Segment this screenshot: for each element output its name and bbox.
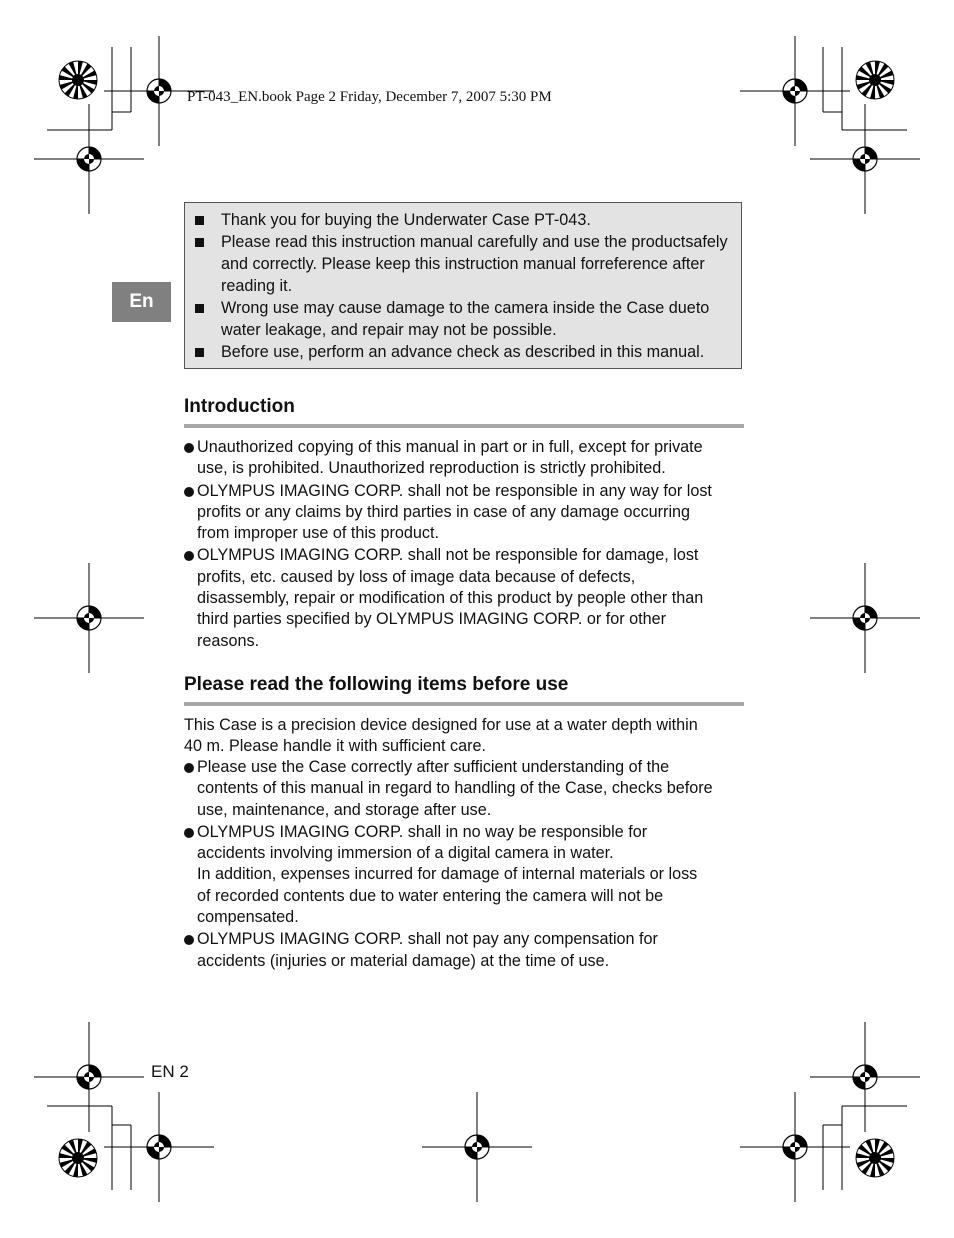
- text-line: 40 m. Please handle it with sufficient care.: [184, 737, 487, 755]
- list-item: [184, 545, 744, 651]
- text-line: OLYMPUS IMAGING CORP. shall not be responsible for damage, lost: [197, 546, 699, 565]
- list-item: [184, 481, 744, 545]
- square-bullet-icon: [195, 348, 204, 357]
- list-item: [184, 929, 744, 972]
- notice-item: [193, 209, 733, 231]
- text-line: OLYMPUS IMAGING CORP. shall not be responsible in any way for lost: [197, 481, 712, 500]
- text-line: reasons.: [197, 631, 260, 650]
- text-line: Please read this instruction manual carefully and use the product: [221, 233, 686, 251]
- text-line: of recorded contents due to water entering the camera will not be: [197, 886, 664, 905]
- text-line: In addition, expenses incurred for damage of internal materials or loss: [197, 865, 698, 884]
- text-line: Thank you for buying the Underwater Case PT-043.: [221, 211, 591, 229]
- text-line: disassembly, repair or modification of this product by people other than: [197, 589, 704, 608]
- text-line: profits, etc. caused by loss of image data because of defects,: [197, 567, 636, 586]
- text-line: use, is prohibited. Unauthorized reproduction is strictly prohibited.: [197, 459, 666, 478]
- text-line: contents of this manual in regard to handling of the Case, checks before: [197, 779, 713, 798]
- notice-item: [193, 341, 733, 363]
- section-rule: [184, 702, 744, 706]
- page-number: EN 2: [151, 1062, 189, 1081]
- text-line: OLYMPUS IMAGING CORP. shall in no way be responsible for: [197, 822, 648, 841]
- text-line: from improper use of this product.: [197, 524, 440, 543]
- text-line: accidents involving immersion of a digital camera in water.: [197, 844, 614, 863]
- notice-item: [193, 231, 733, 297]
- before-use-section: [184, 673, 744, 973]
- before-use-intro: [184, 715, 744, 757]
- text-line: reference after reading it.: [221, 255, 705, 295]
- introduction-list: [184, 437, 744, 652]
- text-line: OLYMPUS IMAGING CORP. shall not pay any compensation for: [197, 930, 658, 949]
- text-line: third parties specified by OLYMPUS IMAGING CORP. or for other: [197, 610, 667, 629]
- list-item: [184, 437, 744, 480]
- list-item: [184, 757, 744, 821]
- text-line: profits or any claims by third parties in case of any damage occurring: [197, 502, 691, 521]
- text-line: accidents (injuries or material damage) at the time of use.: [197, 951, 610, 970]
- round-bullet-icon: [184, 763, 194, 773]
- text-line: Please use the Case correctly after sufficient understanding of the: [197, 758, 670, 776]
- text-line: Before use, perform an advance check as described in this manual.: [221, 343, 705, 361]
- round-bullet-icon: [184, 443, 194, 453]
- introduction-heading: Introduction: [184, 396, 295, 417]
- square-bullet-icon: [195, 304, 204, 313]
- introduction-section: [184, 395, 744, 653]
- text-line: Wrong use may cause damage to the camera inside the Case due: [221, 299, 696, 317]
- square-bullet-icon: [195, 238, 204, 247]
- before-use-list: [184, 757, 744, 972]
- notice-box: [184, 202, 742, 369]
- square-bullet-icon: [195, 216, 204, 225]
- list-item: [184, 822, 744, 928]
- section-rule: [184, 424, 744, 428]
- round-bullet-icon: [184, 828, 194, 838]
- round-bullet-icon: [184, 487, 194, 497]
- text-line: to water leakage, and repair may not be possible.: [221, 299, 710, 339]
- text-line: compensated.: [197, 908, 299, 927]
- text-line: safely and correctly. Please keep this instruction manual for: [221, 233, 728, 273]
- round-bullet-icon: [184, 935, 194, 945]
- text-line: This Case is a precision device designed for use at a water depth within: [184, 716, 698, 734]
- text-line: Unauthorized copying of this manual in part or in full, except for private: [197, 438, 703, 456]
- round-bullet-icon: [184, 551, 194, 561]
- print-header: PT-043_EN.book Page 2 Friday, December 7, 2007 5:30 PM: [187, 89, 552, 105]
- text-line: use, maintenance, and storage after use.: [197, 800, 492, 819]
- language-tab: En: [112, 282, 171, 322]
- notice-item: [193, 297, 733, 341]
- before-use-heading: Please read the following items before use: [184, 674, 569, 695]
